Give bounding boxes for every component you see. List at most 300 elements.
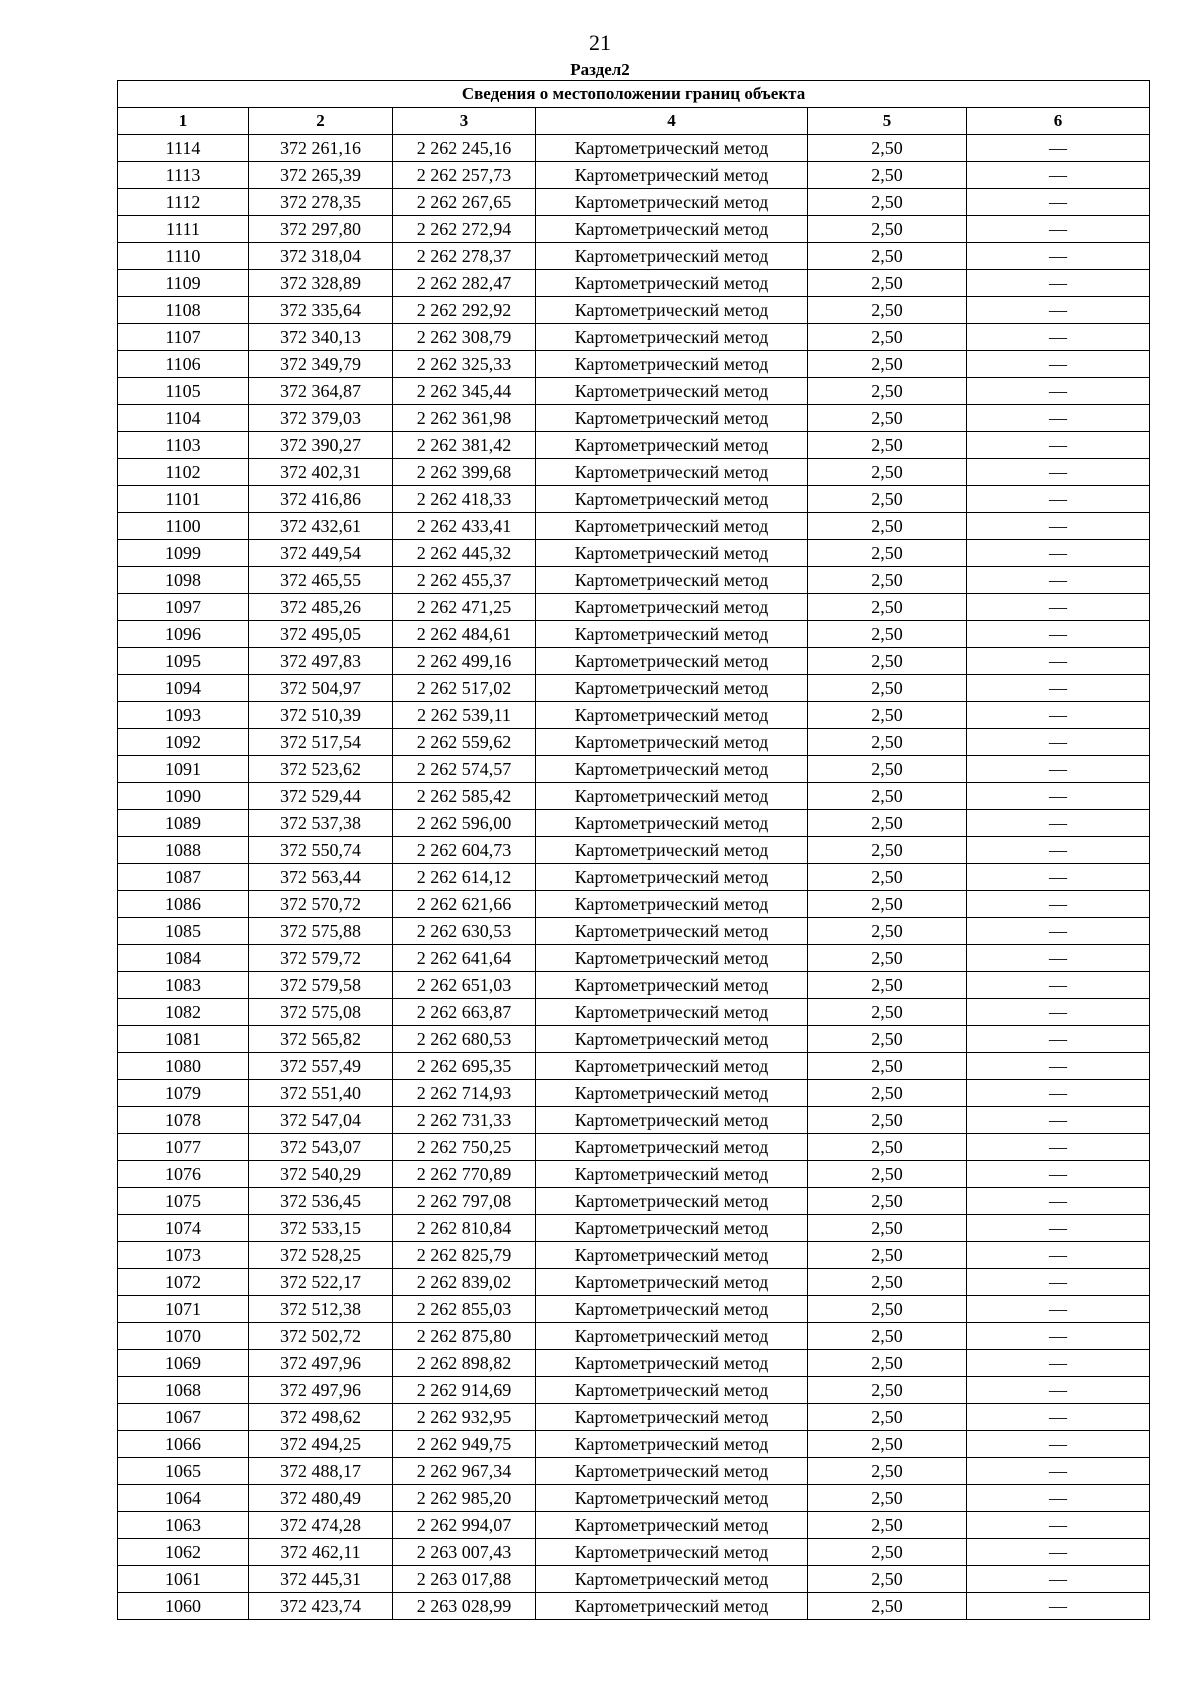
note-cell: — — [967, 567, 1150, 594]
method-cell: Картометрический метод — [536, 1080, 808, 1107]
table-row — [118, 297, 1150, 324]
note-cell: — — [967, 270, 1150, 297]
x-coordinate-cell: 372 318,04 — [249, 243, 393, 270]
y-coordinate-cell: 2 262 967,34 — [393, 1458, 536, 1485]
y-coordinate-cell: 2 262 630,53 — [393, 918, 536, 945]
point-number-cell: 1096 — [118, 621, 249, 648]
method-cell: Картометрический метод — [536, 864, 808, 891]
y-coordinate-cell: 2 262 345,44 — [393, 378, 536, 405]
point-number-cell: 1102 — [118, 459, 249, 486]
y-coordinate-cell: 2 262 994,07 — [393, 1512, 536, 1539]
point-number-cell: 1085 — [118, 918, 249, 945]
y-coordinate-cell: 2 262 914,69 — [393, 1377, 536, 1404]
accuracy-cell: 2,50 — [808, 459, 967, 486]
note-cell: — — [967, 864, 1150, 891]
point-number-cell: 1112 — [118, 189, 249, 216]
note-cell: — — [967, 1593, 1150, 1620]
x-coordinate-cell: 372 485,26 — [249, 594, 393, 621]
x-coordinate-cell: 372 335,64 — [249, 297, 393, 324]
x-coordinate-cell: 372 497,96 — [249, 1377, 393, 1404]
note-cell: — — [967, 378, 1150, 405]
x-coordinate-cell: 372 550,74 — [249, 837, 393, 864]
point-number-cell: 1098 — [118, 567, 249, 594]
accuracy-cell: 2,50 — [808, 351, 967, 378]
table-row — [118, 702, 1150, 729]
point-number-cell: 1100 — [118, 513, 249, 540]
method-cell: Картометрический метод — [536, 270, 808, 297]
accuracy-cell: 2,50 — [808, 621, 967, 648]
method-cell: Картометрический метод — [536, 837, 808, 864]
point-number-cell: 1089 — [118, 810, 249, 837]
accuracy-cell: 2,50 — [808, 1242, 967, 1269]
table-row — [118, 1053, 1150, 1080]
point-number-cell: 1104 — [118, 405, 249, 432]
method-cell: Картометрический метод — [536, 891, 808, 918]
note-cell: — — [967, 540, 1150, 567]
method-cell: Картометрический метод — [536, 729, 808, 756]
point-number-cell: 1109 — [118, 270, 249, 297]
method-cell: Картометрический метод — [536, 405, 808, 432]
accuracy-cell: 2,50 — [808, 675, 967, 702]
accuracy-cell: 2,50 — [808, 918, 967, 945]
y-coordinate-cell: 2 262 278,37 — [393, 243, 536, 270]
accuracy-cell: 2,50 — [808, 216, 967, 243]
point-number-cell: 1078 — [118, 1107, 249, 1134]
y-coordinate-cell: 2 262 695,35 — [393, 1053, 536, 1080]
table-row — [118, 1566, 1150, 1593]
x-coordinate-cell: 372 261,16 — [249, 135, 393, 162]
y-coordinate-cell: 2 262 596,00 — [393, 810, 536, 837]
method-cell: Картометрический метод — [536, 1053, 808, 1080]
note-cell: — — [967, 783, 1150, 810]
table-row — [118, 189, 1150, 216]
accuracy-cell: 2,50 — [808, 324, 967, 351]
point-number-cell: 1114 — [118, 135, 249, 162]
table-row — [118, 1107, 1150, 1134]
y-coordinate-cell: 2 262 797,08 — [393, 1188, 536, 1215]
x-coordinate-cell: 372 579,72 — [249, 945, 393, 972]
table-row — [118, 1431, 1150, 1458]
x-coordinate-cell: 372 570,72 — [249, 891, 393, 918]
method-cell: Картометрический метод — [536, 135, 808, 162]
note-cell: — — [967, 1404, 1150, 1431]
x-coordinate-cell: 372 536,45 — [249, 1188, 393, 1215]
table-row — [118, 486, 1150, 513]
method-cell: Картометрический метод — [536, 648, 808, 675]
method-cell: Картометрический метод — [536, 486, 808, 513]
table-row — [118, 1593, 1150, 1620]
note-cell: — — [967, 459, 1150, 486]
note-cell: — — [967, 621, 1150, 648]
method-cell: Картометрический метод — [536, 756, 808, 783]
accuracy-cell: 2,50 — [808, 1215, 967, 1242]
x-coordinate-cell: 372 510,39 — [249, 702, 393, 729]
point-number-cell: 1110 — [118, 243, 249, 270]
table-caption: Сведения о местоположении границ объекта — [118, 81, 1150, 108]
table-row — [118, 432, 1150, 459]
accuracy-cell: 2,50 — [808, 729, 967, 756]
x-coordinate-cell: 372 449,54 — [249, 540, 393, 567]
accuracy-cell: 2,50 — [808, 1512, 967, 1539]
note-cell: — — [967, 1458, 1150, 1485]
method-cell: Картометрический метод — [536, 810, 808, 837]
table-row — [118, 1350, 1150, 1377]
note-cell: — — [967, 1323, 1150, 1350]
method-cell: Картометрический метод — [536, 972, 808, 999]
method-cell: Картометрический метод — [536, 459, 808, 486]
point-number-cell: 1105 — [118, 378, 249, 405]
table-row — [118, 675, 1150, 702]
point-number-cell: 1106 — [118, 351, 249, 378]
x-coordinate-cell: 372 497,83 — [249, 648, 393, 675]
note-cell: — — [967, 972, 1150, 999]
note-cell: — — [967, 1566, 1150, 1593]
accuracy-cell: 2,50 — [808, 1539, 967, 1566]
accuracy-cell: 2,50 — [808, 1026, 967, 1053]
table-row — [118, 162, 1150, 189]
note-cell: — — [967, 1026, 1150, 1053]
accuracy-cell: 2,50 — [808, 999, 967, 1026]
accuracy-cell: 2,50 — [808, 648, 967, 675]
method-cell: Картометрический метод — [536, 324, 808, 351]
point-number-cell: 1063 — [118, 1512, 249, 1539]
note-cell: — — [967, 891, 1150, 918]
note-cell: — — [967, 1215, 1150, 1242]
note-cell: — — [967, 675, 1150, 702]
accuracy-cell: 2,50 — [808, 162, 967, 189]
y-coordinate-cell: 2 262 471,25 — [393, 594, 536, 621]
table-row — [118, 1377, 1150, 1404]
column-number: 6 — [967, 108, 1150, 135]
x-coordinate-cell: 372 557,49 — [249, 1053, 393, 1080]
x-coordinate-cell: 372 579,58 — [249, 972, 393, 999]
x-coordinate-cell: 372 328,89 — [249, 270, 393, 297]
x-coordinate-cell: 372 445,31 — [249, 1566, 393, 1593]
column-number: 5 — [808, 108, 967, 135]
note-cell: — — [967, 243, 1150, 270]
x-coordinate-cell: 372 265,39 — [249, 162, 393, 189]
table-row — [118, 378, 1150, 405]
note-cell: — — [967, 351, 1150, 378]
table-row — [118, 729, 1150, 756]
point-number-cell: 1073 — [118, 1242, 249, 1269]
method-cell: Картометрический метод — [536, 1350, 808, 1377]
note-cell: — — [967, 1296, 1150, 1323]
point-number-cell: 1101 — [118, 486, 249, 513]
point-number-cell: 1068 — [118, 1377, 249, 1404]
accuracy-cell: 2,50 — [808, 1566, 967, 1593]
page-number: 21 — [589, 30, 611, 55]
table-row — [118, 351, 1150, 378]
table-row — [118, 945, 1150, 972]
x-coordinate-cell: 372 390,27 — [249, 432, 393, 459]
accuracy-cell: 2,50 — [808, 702, 967, 729]
point-number-cell: 1065 — [118, 1458, 249, 1485]
method-cell: Картометрический метод — [536, 621, 808, 648]
table-row — [118, 1215, 1150, 1242]
accuracy-cell: 2,50 — [808, 1350, 967, 1377]
note-cell: — — [967, 648, 1150, 675]
point-number-cell: 1093 — [118, 702, 249, 729]
x-coordinate-cell: 372 297,80 — [249, 216, 393, 243]
method-cell: Картометрический метод — [536, 162, 808, 189]
x-coordinate-cell: 372 278,35 — [249, 189, 393, 216]
y-coordinate-cell: 2 262 361,98 — [393, 405, 536, 432]
accuracy-cell: 2,50 — [808, 1593, 967, 1620]
method-cell: Картометрический метод — [536, 1377, 808, 1404]
accuracy-cell: 2,50 — [808, 1323, 967, 1350]
accuracy-cell: 2,50 — [808, 1053, 967, 1080]
method-cell: Картометрический метод — [536, 1566, 808, 1593]
method-cell: Картометрический метод — [536, 351, 808, 378]
table-row — [118, 1485, 1150, 1512]
method-cell: Картометрический метод — [536, 540, 808, 567]
point-number-cell: 1099 — [118, 540, 249, 567]
accuracy-cell: 2,50 — [808, 864, 967, 891]
note-cell: — — [967, 1539, 1150, 1566]
note-cell: — — [967, 594, 1150, 621]
accuracy-cell: 2,50 — [808, 378, 967, 405]
table-row — [118, 1296, 1150, 1323]
y-coordinate-cell: 2 262 574,57 — [393, 756, 536, 783]
point-number-cell: 1066 — [118, 1431, 249, 1458]
note-cell: — — [967, 1080, 1150, 1107]
point-number-cell: 1081 — [118, 1026, 249, 1053]
x-coordinate-cell: 372 504,97 — [249, 675, 393, 702]
point-number-cell: 1080 — [118, 1053, 249, 1080]
x-coordinate-cell: 372 537,38 — [249, 810, 393, 837]
method-cell: Картометрический метод — [536, 297, 808, 324]
x-coordinate-cell: 372 565,82 — [249, 1026, 393, 1053]
y-coordinate-cell: 2 262 604,73 — [393, 837, 536, 864]
y-coordinate-cell: 2 262 663,87 — [393, 999, 536, 1026]
table-row — [118, 1134, 1150, 1161]
point-number-cell: 1095 — [118, 648, 249, 675]
point-number-cell: 1097 — [118, 594, 249, 621]
note-cell: — — [967, 1188, 1150, 1215]
table-row — [118, 999, 1150, 1026]
point-number-cell: 1072 — [118, 1269, 249, 1296]
table-row — [118, 918, 1150, 945]
method-cell: Картометрический метод — [536, 702, 808, 729]
point-number-cell: 1074 — [118, 1215, 249, 1242]
x-coordinate-cell: 372 533,15 — [249, 1215, 393, 1242]
method-cell: Картометрический метод — [536, 432, 808, 459]
method-cell: Картометрический метод — [536, 1215, 808, 1242]
accuracy-cell: 2,50 — [808, 1404, 967, 1431]
table-row — [118, 324, 1150, 351]
accuracy-cell: 2,50 — [808, 297, 967, 324]
accuracy-cell: 2,50 — [808, 243, 967, 270]
y-coordinate-cell: 2 263 017,88 — [393, 1566, 536, 1593]
y-coordinate-cell: 2 262 559,62 — [393, 729, 536, 756]
y-coordinate-cell: 2 262 292,92 — [393, 297, 536, 324]
note-cell: — — [967, 1431, 1150, 1458]
method-cell: Картометрический метод — [536, 999, 808, 1026]
accuracy-cell: 2,50 — [808, 1107, 967, 1134]
table-row — [118, 1080, 1150, 1107]
x-coordinate-cell: 372 502,72 — [249, 1323, 393, 1350]
table-row — [118, 567, 1150, 594]
table-row — [118, 1323, 1150, 1350]
x-coordinate-cell: 372 529,44 — [249, 783, 393, 810]
x-coordinate-cell: 372 402,31 — [249, 459, 393, 486]
x-coordinate-cell: 372 349,79 — [249, 351, 393, 378]
accuracy-cell: 2,50 — [808, 1377, 967, 1404]
y-coordinate-cell: 2 262 585,42 — [393, 783, 536, 810]
accuracy-cell: 2,50 — [808, 594, 967, 621]
x-coordinate-cell: 372 423,74 — [249, 1593, 393, 1620]
note-cell: — — [967, 945, 1150, 972]
x-coordinate-cell: 372 543,07 — [249, 1134, 393, 1161]
y-coordinate-cell: 2 262 418,33 — [393, 486, 536, 513]
note-cell: — — [967, 135, 1150, 162]
point-number-cell: 1082 — [118, 999, 249, 1026]
accuracy-cell: 2,50 — [808, 1161, 967, 1188]
x-coordinate-cell: 372 497,96 — [249, 1350, 393, 1377]
note-cell: — — [967, 1134, 1150, 1161]
note-cell: — — [967, 756, 1150, 783]
point-number-cell: 1060 — [118, 1593, 249, 1620]
method-cell: Картометрический метод — [536, 1134, 808, 1161]
accuracy-cell: 2,50 — [808, 1269, 967, 1296]
x-coordinate-cell: 372 364,87 — [249, 378, 393, 405]
method-cell: Картометрический метод — [536, 1323, 808, 1350]
note-cell: — — [967, 1377, 1150, 1404]
accuracy-cell: 2,50 — [808, 189, 967, 216]
y-coordinate-cell: 2 262 750,25 — [393, 1134, 536, 1161]
y-coordinate-cell: 2 262 484,61 — [393, 621, 536, 648]
note-cell: — — [967, 837, 1150, 864]
y-coordinate-cell: 2 262 272,94 — [393, 216, 536, 243]
y-coordinate-cell: 2 263 028,99 — [393, 1593, 536, 1620]
table-row — [118, 540, 1150, 567]
table-row — [118, 1539, 1150, 1566]
point-number-cell: 1062 — [118, 1539, 249, 1566]
point-number-cell: 1075 — [118, 1188, 249, 1215]
x-coordinate-cell: 372 523,62 — [249, 756, 393, 783]
note-cell: — — [967, 999, 1150, 1026]
note-cell: — — [967, 1350, 1150, 1377]
accuracy-cell: 2,50 — [808, 405, 967, 432]
y-coordinate-cell: 2 262 381,42 — [393, 432, 536, 459]
point-number-cell: 1111 — [118, 216, 249, 243]
point-number-cell: 1088 — [118, 837, 249, 864]
note-cell: — — [967, 1512, 1150, 1539]
x-coordinate-cell: 372 379,03 — [249, 405, 393, 432]
method-cell: Картометрический метод — [536, 1107, 808, 1134]
point-number-cell: 1070 — [118, 1323, 249, 1350]
column-number: 4 — [536, 108, 808, 135]
table-row — [118, 783, 1150, 810]
note-cell: — — [967, 216, 1150, 243]
accuracy-cell: 2,50 — [808, 945, 967, 972]
point-number-cell: 1069 — [118, 1350, 249, 1377]
accuracy-cell: 2,50 — [808, 270, 967, 297]
point-number-cell: 1092 — [118, 729, 249, 756]
section-title: Раздел2 — [570, 60, 630, 79]
accuracy-cell: 2,50 — [808, 1134, 967, 1161]
point-number-cell: 1108 — [118, 297, 249, 324]
note-cell: — — [967, 1485, 1150, 1512]
table-row — [118, 1188, 1150, 1215]
x-coordinate-cell: 372 495,05 — [249, 621, 393, 648]
accuracy-cell: 2,50 — [808, 135, 967, 162]
x-coordinate-cell: 372 432,61 — [249, 513, 393, 540]
note-cell: — — [967, 324, 1150, 351]
method-cell: Картометрический метод — [536, 1026, 808, 1053]
table-row — [118, 810, 1150, 837]
accuracy-cell: 2,50 — [808, 540, 967, 567]
x-coordinate-cell: 372 462,11 — [249, 1539, 393, 1566]
accuracy-cell: 2,50 — [808, 1188, 967, 1215]
x-coordinate-cell: 372 498,62 — [249, 1404, 393, 1431]
x-coordinate-cell: 372 547,04 — [249, 1107, 393, 1134]
y-coordinate-cell: 2 262 614,12 — [393, 864, 536, 891]
point-number-cell: 1061 — [118, 1566, 249, 1593]
method-cell: Картометрический метод — [536, 1161, 808, 1188]
accuracy-cell: 2,50 — [808, 972, 967, 999]
y-coordinate-cell: 2 262 898,82 — [393, 1350, 536, 1377]
column-number-row — [118, 108, 1150, 135]
y-coordinate-cell: 2 262 770,89 — [393, 1161, 536, 1188]
table-row — [118, 972, 1150, 999]
y-coordinate-cell: 2 262 932,95 — [393, 1404, 536, 1431]
point-number-cell: 1090 — [118, 783, 249, 810]
y-coordinate-cell: 2 262 399,68 — [393, 459, 536, 486]
method-cell: Картометрический метод — [536, 567, 808, 594]
accuracy-cell: 2,50 — [808, 756, 967, 783]
method-cell: Картометрический метод — [536, 1539, 808, 1566]
point-number-cell: 1083 — [118, 972, 249, 999]
table-body — [118, 135, 1150, 1620]
method-cell: Картометрический метод — [536, 189, 808, 216]
y-coordinate-cell: 2 262 308,79 — [393, 324, 536, 351]
method-cell: Картометрический метод — [536, 1458, 808, 1485]
x-coordinate-cell: 372 522,17 — [249, 1269, 393, 1296]
x-coordinate-cell: 372 512,38 — [249, 1296, 393, 1323]
method-cell: Картометрический метод — [536, 1593, 808, 1620]
method-cell: Картометрический метод — [536, 1485, 808, 1512]
method-cell: Картометрический метод — [536, 216, 808, 243]
accuracy-cell: 2,50 — [808, 891, 967, 918]
y-coordinate-cell: 2 262 680,53 — [393, 1026, 536, 1053]
table-row — [118, 1458, 1150, 1485]
point-number-cell: 1087 — [118, 864, 249, 891]
table-row — [118, 621, 1150, 648]
x-coordinate-cell: 372 563,44 — [249, 864, 393, 891]
y-coordinate-cell: 2 262 267,65 — [393, 189, 536, 216]
note-cell: — — [967, 405, 1150, 432]
column-number: 1 — [118, 108, 249, 135]
y-coordinate-cell: 2 262 949,75 — [393, 1431, 536, 1458]
point-number-cell: 1113 — [118, 162, 249, 189]
table-row — [118, 135, 1150, 162]
accuracy-cell: 2,50 — [808, 810, 967, 837]
point-number-cell: 1103 — [118, 432, 249, 459]
table-row — [118, 405, 1150, 432]
table-row — [118, 513, 1150, 540]
table-row — [118, 594, 1150, 621]
point-number-cell: 1094 — [118, 675, 249, 702]
point-number-cell: 1071 — [118, 1296, 249, 1323]
note-cell: — — [967, 297, 1150, 324]
x-coordinate-cell: 372 528,25 — [249, 1242, 393, 1269]
y-coordinate-cell: 2 262 621,66 — [393, 891, 536, 918]
point-number-cell: 1091 — [118, 756, 249, 783]
method-cell: Картометрический метод — [536, 594, 808, 621]
y-coordinate-cell: 2 262 517,02 — [393, 675, 536, 702]
